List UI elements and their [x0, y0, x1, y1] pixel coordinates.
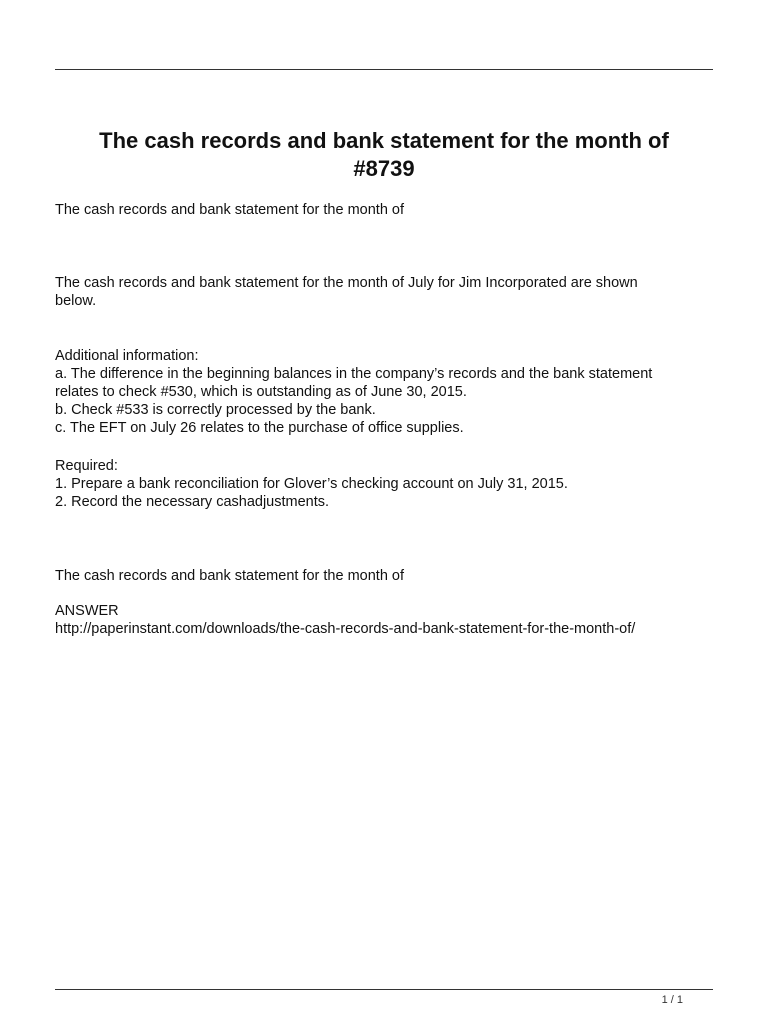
answer-label: ANSWER [55, 603, 119, 619]
answer-section [55, 602, 715, 638]
title-line-1: The cash records and bank statement for the month of [99, 128, 669, 153]
answer-link[interactable]: http://paperinstant.com/downloads/the-cash-records-and-bank-statement-for-the-month-of/ [55, 621, 636, 637]
required-item-2: 2. Record the necessary cashadjustments. [55, 494, 330, 510]
document-title [55, 127, 713, 183]
additional-item-a-line-2: relates to check #530, which is outstanding as of June 30, 2015. [55, 384, 467, 400]
description-line-1: The cash records and bank statement for the month of July for Jim Incorporated are shown [55, 275, 638, 291]
top-divider [55, 69, 713, 70]
description-paragraph [55, 274, 715, 310]
additional-item-a-line-1: a. The difference in the beginning balances in the company’s records and the bank statement [55, 366, 653, 382]
required-item-1: 1. Prepare a bank reconciliation for Glover’s checking account on July 31, 2015. [55, 476, 568, 492]
required-section [55, 457, 715, 511]
repeat-paragraph [55, 567, 715, 585]
repeat-text: The cash records and bank statement for the month of [55, 568, 404, 584]
additional-information-section [55, 347, 715, 437]
additional-item-c: c. The EFT on July 26 relates to the purchase of office supplies. [55, 420, 464, 436]
additional-heading: Additional information: [55, 348, 199, 364]
bottom-divider [55, 989, 713, 990]
page-number: 1 / 1 [661, 994, 683, 1006]
description-line-2: below. [55, 293, 97, 309]
required-heading: Required: [55, 458, 118, 474]
intro-paragraph [55, 201, 715, 219]
intro-text: The cash records and bank statement for the month of [55, 202, 404, 218]
additional-item-b: b. Check #533 is correctly processed by the bank. [55, 402, 376, 418]
title-line-2: #8739 [353, 156, 415, 181]
